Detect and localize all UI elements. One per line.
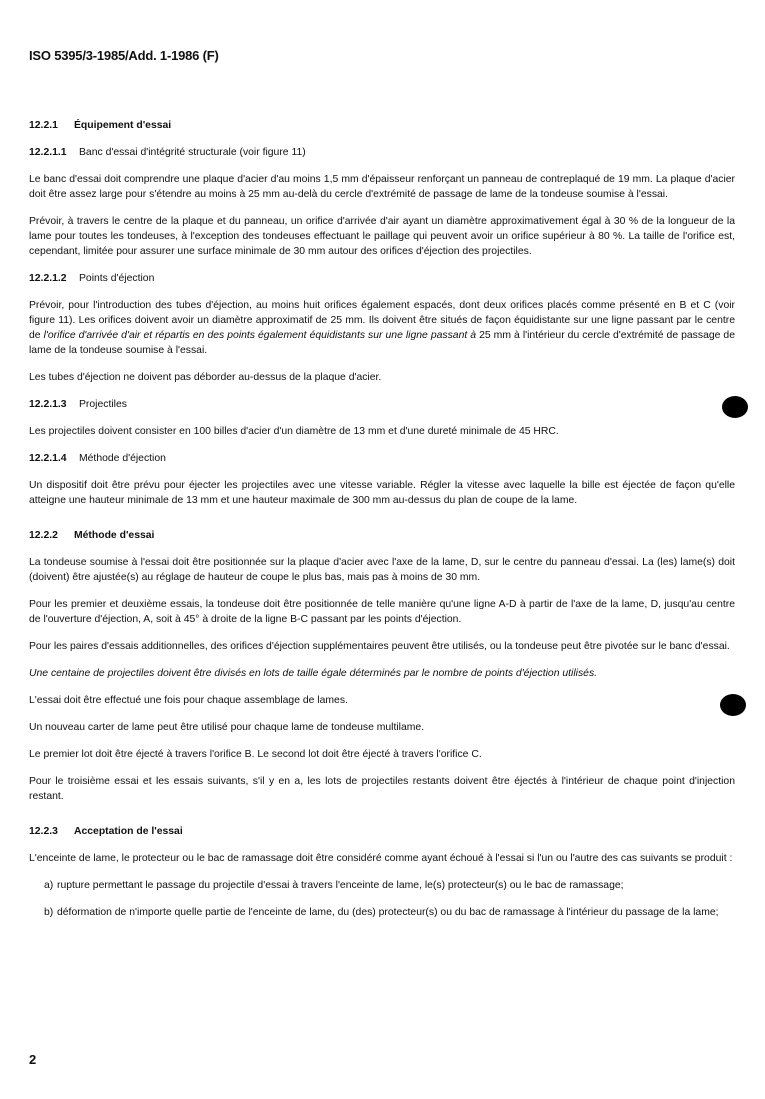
subsection-number: 12.2.1.1 <box>29 147 67 158</box>
paragraph: L'essai doit être effectué une fois pour chaque assemblage de lames. <box>29 695 348 706</box>
section-heading-12-2-1 <box>29 118 735 133</box>
section-number: 12.2.1 <box>29 120 58 131</box>
paragraph: La tondeuse soumise à l'essai doit être positionnée sur la plaque d'acier avec l'axe de la lame, D, sur le centre du panneau d'essai. La (les) lame(s) doit (doivent) être ajustée(s) au réglage de hauteur de coupe le plus bas, mais pas à moins de 30 mm. <box>29 557 735 583</box>
section-heading-12-2-2 <box>29 528 735 543</box>
subsection-title: Projectiles <box>79 399 127 410</box>
change-marker-dot <box>722 396 748 418</box>
list-item <box>29 905 735 920</box>
paragraph: Le banc d'essai doit comprendre une plaque d'acier d'au moins 1,5 mm d'épaisseur renforçant un panneau de contreplaqué de 19 mm. La plaque d'acier doit être assez large pour s'étendre au moins à 25 mm au-delà du cercle d'extrémité de passage de lame de la tondeuse soumise à l'essai. <box>29 174 735 200</box>
subsection-heading-12-2-1-1 <box>29 145 735 160</box>
paragraph: L'enceinte de lame, le protecteur ou le bac de ramassage doit être considéré comme ayant échoué à l'essai si l'un ou l'autre des cas suivants se produit : <box>29 853 733 864</box>
page-number: 2 <box>29 1052 37 1067</box>
paragraph: Pour les premier et deuxième essais, la tondeuse doit être positionnée de telle manière qu'une ligne A-D à partir de l'axe de la lame, D, jusqu'au centre de l'ouverture d'éjection, A, soit à 45° à droite de la ligne B-C passant par les points d'éjection. <box>29 599 735 625</box>
document-header: ISO 5395/3-1985/Add. 1-1986 (F) <box>29 48 219 63</box>
text-span: 25 mm à l'intérieur du cercle d'extrémité de passage de lame de la tondeuse soumise à l'essai. <box>29 330 735 356</box>
subsection-number: 12.2.1.4 <box>29 453 67 464</box>
italic-text-span: l'orifice d'arrivée d'air et répartis en des points également équidistants sur une ligne passant à <box>43 330 477 341</box>
italic-text-span: Une centaine de projectiles doivent être divisés en lots de taille égale déterminés par le nombre de points d'éjection utilisés. <box>29 668 598 679</box>
section-title: Équipement d'essai <box>74 120 172 131</box>
list-marker: a) <box>44 880 54 891</box>
section-title: Acceptation de l'essai <box>74 826 183 837</box>
paragraph <box>29 298 735 358</box>
subsection-number: 12.2.1.2 <box>29 273 67 284</box>
subsection-title: Banc d'essai d'intégrité structurale (voir figure 11) <box>79 147 306 158</box>
italic-paragraph <box>29 666 735 681</box>
paragraph: Un nouveau carter de lame peut être utilisé pour chaque lame de tondeuse multilame. <box>29 722 425 733</box>
section-heading-12-2-3 <box>29 824 735 839</box>
subsection-title: Points d'éjection <box>79 273 155 284</box>
document-body <box>29 118 735 932</box>
paragraph: Un dispositif doit être prévu pour éjecter les projectiles avec une vitesse variable. Régler la vitesse avec laquelle la bille est éjectée de façon qu'elle atteigne une hauteur minimale de 13 mm et une hauteur maximale de 300 mm au-dessus du plan de coupe de la lame. <box>29 480 735 506</box>
paragraph: Les tubes d'éjection ne doivent pas déborder au-dessus de la plaque d'acier. <box>29 372 382 383</box>
paragraph: Pour le troisième essai et les essais suivants, s'il y en a, les lots de projectiles restants doivent être éjectés à l'intérieur de chaque point d'injection restant. <box>29 776 735 802</box>
paragraph: Prévoir, à travers le centre de la plaque et du panneau, un orifice d'arrivée d'air ayant un diamètre approximativement égal à 30 % de la longueur de la lame pour toutes les tondeuses, à l'exception des tondeuses effectuant le paillage qui peuvent avoir un orifice supérieur à 80 %. La taille de l'orifice est, cependant, limitée pour assurer une surface minimale de 30 mm autour des orifices d'éjection des projectiles. <box>29 216 735 257</box>
change-marker-dot <box>720 694 746 716</box>
subsection-heading-12-2-1-3 <box>29 397 735 412</box>
list-item-text: déformation de n'importe quelle partie de l'enceinte de lame, du (des) protecteur(s) ou du bac de ramassage à l'intérieur du passage de la lame; <box>57 907 719 918</box>
subsection-title: Méthode d'éjection <box>79 453 166 464</box>
paragraph: Les projectiles doivent consister en 100 billes d'acier d'un diamètre de 13 mm et d'une dureté minimale de 45 HRC. <box>29 426 559 437</box>
subsection-number: 12.2.1.3 <box>29 399 67 410</box>
paragraph: Pour les paires d'essais additionnelles, des orifices d'éjection supplémentaires peuvent être utilisés, ou la tondeuse peut être pivotée sur le banc d'essai. <box>29 641 730 652</box>
list-marker: b) <box>44 907 54 918</box>
subsection-heading-12-2-1-4 <box>29 451 735 466</box>
list-item-text: rupture permettant le passage du projectile d'essai à travers l'enceinte de lame, le(s) protecteur(s) ou le bac de ramassage; <box>57 880 624 891</box>
section-number: 12.2.3 <box>29 826 58 837</box>
text-span: Prévoir, pour l'introduction des tubes d'éjection, au moins huit orifices également espacés, dont deux orifices placés comme présenté en B et C (voir figure 11). Les orifices doivent avoir un diamètre approximatif de 25 mm. Ils doivent être situés de façon équidistante sur une ligne passant par le centre de <box>29 300 735 341</box>
section-number: 12.2.2 <box>29 530 58 541</box>
list-item <box>29 878 735 893</box>
paragraph: Le premier lot doit être éjecté à travers l'orifice B. Le second lot doit être éjecté à travers l'orifice C. <box>29 749 482 760</box>
subsection-heading-12-2-1-2 <box>29 271 735 286</box>
section-title: Méthode d'essai <box>74 530 155 541</box>
